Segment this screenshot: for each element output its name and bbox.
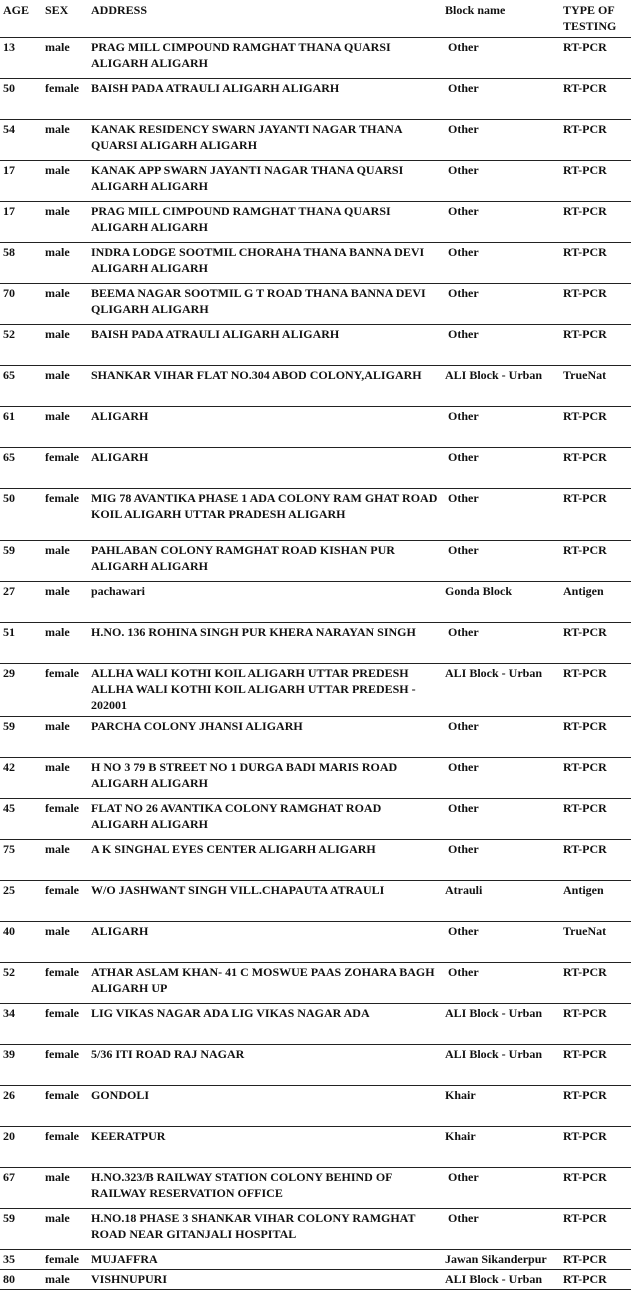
table-row [0, 1044, 631, 1085]
cell-type-of-testing: RT-PCR [560, 839, 631, 880]
cell-block-name: Other [442, 716, 560, 757]
cell-address: MIG 78 AVANTIKA PHASE 1 ADA COLONY RAM GHAT ROAD KOIL ALIGARH UTTAR PRADESH ALIGARH [88, 488, 442, 540]
table-row [0, 1167, 631, 1208]
cell-age: 59 [0, 1208, 42, 1249]
cell-age: 29 [0, 663, 42, 716]
cell-age: 59 [0, 716, 42, 757]
table-row [0, 1003, 631, 1044]
cell-block-name: Other [442, 962, 560, 1003]
header-block-name: Block name [442, 0, 560, 37]
cell-block-name: Other [442, 540, 560, 581]
cell-block-name: ALI Block - Urban [442, 1269, 560, 1289]
cell-type-of-testing: RT-PCR [560, 324, 631, 365]
cell-sex: female [42, 798, 88, 839]
cell-type-of-testing: RT-PCR [560, 119, 631, 160]
cell-age: 65 [0, 365, 42, 406]
cell-sex: female [42, 1044, 88, 1085]
cell-block-name: Khair [442, 1085, 560, 1126]
cell-block-name: Other [442, 488, 560, 540]
cell-block-name: Other [442, 242, 560, 283]
table-row [0, 365, 631, 406]
cell-address: KEERATPUR [88, 1126, 442, 1167]
cell-age: 67 [0, 1167, 42, 1208]
cell-age: 39 [0, 1044, 42, 1085]
cell-age: 40 [0, 921, 42, 962]
cell-block-name: ALI Block - Urban [442, 365, 560, 406]
cell-age: 75 [0, 839, 42, 880]
cell-type-of-testing: RT-PCR [560, 201, 631, 242]
cell-type-of-testing: RT-PCR [560, 540, 631, 581]
cell-address: ALLHA WALI KOTHI KOIL ALIGARH UTTAR PREDESH ALLHA WALI KOTHI KOIL ALIGARH UTTAR PREDESH - 202001 [88, 663, 442, 716]
cell-sex: male [42, 160, 88, 201]
header-sex: SEX [42, 0, 88, 37]
cell-type-of-testing: RT-PCR [560, 406, 631, 447]
cell-block-name: ALI Block - Urban [442, 663, 560, 716]
cell-block-name: ALI Block - Urban [442, 1044, 560, 1085]
cell-sex: male [42, 37, 88, 78]
cell-age: 45 [0, 798, 42, 839]
cell-age: 80 [0, 1269, 42, 1289]
cell-type-of-testing: TrueNat [560, 365, 631, 406]
cell-address: GONDOLI [88, 1085, 442, 1126]
cell-sex: male [42, 365, 88, 406]
cell-age: 13 [0, 37, 42, 78]
cell-type-of-testing: RT-PCR [560, 1269, 631, 1289]
table-row [0, 757, 631, 798]
cell-sex: male [42, 283, 88, 324]
cell-address: H NO 3 79 B STREET NO 1 DURGA BADI MARIS ROAD ALIGARH ALIGARH [88, 757, 442, 798]
cell-type-of-testing: RT-PCR [560, 1126, 631, 1167]
table-row [0, 119, 631, 160]
cell-age: 61 [0, 406, 42, 447]
cell-age: 17 [0, 201, 42, 242]
cell-age: 50 [0, 488, 42, 540]
cell-type-of-testing: RT-PCR [560, 488, 631, 540]
table-row [0, 1208, 631, 1249]
header-type-of-testing: TYPE OF TESTING [560, 0, 631, 37]
cell-type-of-testing: RT-PCR [560, 1167, 631, 1208]
cell-age: 26 [0, 1085, 42, 1126]
cell-sex: male [42, 757, 88, 798]
cell-type-of-testing: RT-PCR [560, 757, 631, 798]
cell-type-of-testing: RT-PCR [560, 1003, 631, 1044]
cell-address: KANAK RESIDENCY SWARN JAYANTI NAGAR THANA QUARSI ALIGARH ALIGARH [88, 119, 442, 160]
cell-type-of-testing: RT-PCR [560, 1085, 631, 1126]
cell-age: 34 [0, 1003, 42, 1044]
cell-sex: male [42, 119, 88, 160]
table-row [0, 488, 631, 540]
cell-address: LIG VIKAS NAGAR ADA LIG VIKAS NAGAR ADA [88, 1003, 442, 1044]
cell-sex: female [42, 1249, 88, 1269]
cell-type-of-testing: RT-PCR [560, 37, 631, 78]
cell-address: PRAG MILL CIMPOUND RAMGHAT THANA QUARSI ALIGARH ALIGARH [88, 201, 442, 242]
cell-type-of-testing: RT-PCR [560, 962, 631, 1003]
table-row [0, 37, 631, 78]
table-row [0, 716, 631, 757]
cell-age: 51 [0, 622, 42, 663]
cell-address: H.NO.18 PHASE 3 SHANKAR VIHAR COLONY RAMGHAT ROAD NEAR GITANJALI HOSPITAL [88, 1208, 442, 1249]
cell-address: SHANKAR VIHAR FLAT NO.304 ABOD COLONY,ALIGARH [88, 365, 442, 406]
cell-block-name: Jawan Sikanderpur [442, 1249, 560, 1269]
table-row [0, 581, 631, 622]
table-row [0, 540, 631, 581]
cell-block-name: Other [442, 447, 560, 488]
table-row [0, 921, 631, 962]
table-row [0, 798, 631, 839]
table-row [0, 1269, 631, 1289]
cell-sex: male [42, 1167, 88, 1208]
cell-type-of-testing: RT-PCR [560, 78, 631, 119]
cell-sex: male [42, 839, 88, 880]
cell-age: 59 [0, 540, 42, 581]
cell-block-name: Other [442, 78, 560, 119]
cell-address: ALIGARH [88, 921, 442, 962]
cell-sex: male [42, 1208, 88, 1249]
cell-block-name: Atrauli [442, 880, 560, 921]
cell-type-of-testing: RT-PCR [560, 622, 631, 663]
table-row [0, 78, 631, 119]
cell-type-of-testing: RT-PCR [560, 1044, 631, 1085]
cell-address: PARCHA COLONY JHANSI ALIGARH [88, 716, 442, 757]
cell-block-name: Khair [442, 1126, 560, 1167]
cell-block-name: Other [442, 798, 560, 839]
table-row [0, 1126, 631, 1167]
cell-address: ALIGARH [88, 447, 442, 488]
cell-type-of-testing: RT-PCR [560, 283, 631, 324]
table-row [0, 201, 631, 242]
cell-block-name: Other [442, 324, 560, 365]
table-row [0, 324, 631, 365]
table-row [0, 1249, 631, 1269]
cell-block-name: Other [442, 119, 560, 160]
cell-address: BAISH PADA ATRAULI ALIGARH ALIGARH [88, 324, 442, 365]
table-row [0, 880, 631, 921]
table-row [0, 406, 631, 447]
table-header-row [0, 0, 631, 37]
table-row [0, 160, 631, 201]
cell-age: 42 [0, 757, 42, 798]
cell-address: PRAG MILL CIMPOUND RAMGHAT THANA QUARSI ALIGARH ALIGARH [88, 37, 442, 78]
cell-address: KANAK APP SWARN JAYANTI NAGAR THANA QUARSI ALIGARH ALIGARH [88, 160, 442, 201]
cell-sex: female [42, 962, 88, 1003]
table-row [0, 242, 631, 283]
cell-age: 27 [0, 581, 42, 622]
cell-sex: male [42, 581, 88, 622]
table-row [0, 962, 631, 1003]
cell-block-name: Other [442, 160, 560, 201]
cell-block-name: Gonda Block [442, 581, 560, 622]
cell-sex: female [42, 663, 88, 716]
cell-type-of-testing: RT-PCR [560, 1249, 631, 1269]
cell-type-of-testing: Antigen [560, 880, 631, 921]
cell-address: MUJAFFRA [88, 1249, 442, 1269]
cell-age: 54 [0, 119, 42, 160]
cell-type-of-testing: TrueNat [560, 921, 631, 962]
cell-address: PAHLABAN COLONY RAMGHAT ROAD KISHAN PUR ALIGARH ALIGARH [88, 540, 442, 581]
cell-age: 70 [0, 283, 42, 324]
cell-address: ATHAR ASLAM KHAN- 41 C MOSWUE PAAS ZOHARA BAGH ALIGARH UP [88, 962, 442, 1003]
cell-sex: female [42, 1126, 88, 1167]
cell-type-of-testing: RT-PCR [560, 1208, 631, 1249]
cell-sex: female [42, 447, 88, 488]
table-row [0, 1085, 631, 1126]
cell-address: BAISH PADA ATRAULI ALIGARH ALIGARH [88, 78, 442, 119]
cell-age: 65 [0, 447, 42, 488]
cell-sex: female [42, 1003, 88, 1044]
cell-sex: male [42, 622, 88, 663]
cell-address: H.NO.323/B RAILWAY STATION COLONY BEHIND OF RAILWAY RESERVATION OFFICE [88, 1167, 442, 1208]
cell-sex: female [42, 1085, 88, 1126]
cell-block-name: ALI Block - Urban [442, 1003, 560, 1044]
cell-address: INDRA LODGE SOOTMIL CHORAHA THANA BANNA DEVI ALIGARH ALIGARH [88, 242, 442, 283]
cell-block-name: Other [442, 283, 560, 324]
cell-block-name: Other [442, 201, 560, 242]
cell-sex: male [42, 201, 88, 242]
cell-age: 58 [0, 242, 42, 283]
cell-block-name: Other [442, 622, 560, 663]
cell-block-name: Other [442, 406, 560, 447]
cell-sex: male [42, 406, 88, 447]
table-row [0, 663, 631, 716]
cell-type-of-testing: RT-PCR [560, 447, 631, 488]
cell-type-of-testing: RT-PCR [560, 242, 631, 283]
cell-block-name: Other [442, 757, 560, 798]
cell-sex: female [42, 880, 88, 921]
cell-block-name: Other [442, 921, 560, 962]
cell-block-name: Other [442, 1167, 560, 1208]
cell-sex: male [42, 242, 88, 283]
cell-age: 52 [0, 962, 42, 1003]
cell-address: VISHNUPURI [88, 1269, 442, 1289]
cell-address: BEEMA NAGAR SOOTMIL G T ROAD THANA BANNA DEVI QLIGARH ALIGARH [88, 283, 442, 324]
cell-block-name: Other [442, 1208, 560, 1249]
cell-age: 35 [0, 1249, 42, 1269]
header-address: ADDRESS [88, 0, 442, 37]
header-age: AGE [0, 0, 42, 37]
cell-sex: male [42, 716, 88, 757]
table-row [0, 839, 631, 880]
cell-age: 50 [0, 78, 42, 119]
cell-address: FLAT NO 26 AVANTIKA COLONY RAMGHAT ROAD ALIGARH ALIGARH [88, 798, 442, 839]
cell-address: A K SINGHAL EYES CENTER ALIGARH ALIGARH [88, 839, 442, 880]
table-row [0, 622, 631, 663]
cell-type-of-testing: Antigen [560, 581, 631, 622]
table-row [0, 283, 631, 324]
cell-type-of-testing: RT-PCR [560, 663, 631, 716]
cell-age: 17 [0, 160, 42, 201]
cell-type-of-testing: RT-PCR [560, 798, 631, 839]
cell-type-of-testing: RT-PCR [560, 160, 631, 201]
cell-block-name: Other [442, 37, 560, 78]
cell-sex: male [42, 324, 88, 365]
cell-address: H.NO. 136 ROHINA SINGH PUR KHERA NARAYAN SINGH [88, 622, 442, 663]
cell-sex: male [42, 540, 88, 581]
cell-address: 5/36 ITI ROAD RAJ NAGAR [88, 1044, 442, 1085]
cell-sex: male [42, 921, 88, 962]
cell-address: ALIGARH [88, 406, 442, 447]
cell-type-of-testing: RT-PCR [560, 716, 631, 757]
cell-block-name: Other [442, 839, 560, 880]
table-row [0, 447, 631, 488]
cell-sex: male [42, 1269, 88, 1289]
cell-address: pachawari [88, 581, 442, 622]
cell-age: 20 [0, 1126, 42, 1167]
cell-address: W/O JASHWANT SINGH VILL.CHAPAUTA ATRAULI [88, 880, 442, 921]
cell-sex: female [42, 78, 88, 119]
cell-age: 25 [0, 880, 42, 921]
table-body [0, 37, 631, 1289]
cell-sex: female [42, 488, 88, 540]
cell-age: 52 [0, 324, 42, 365]
